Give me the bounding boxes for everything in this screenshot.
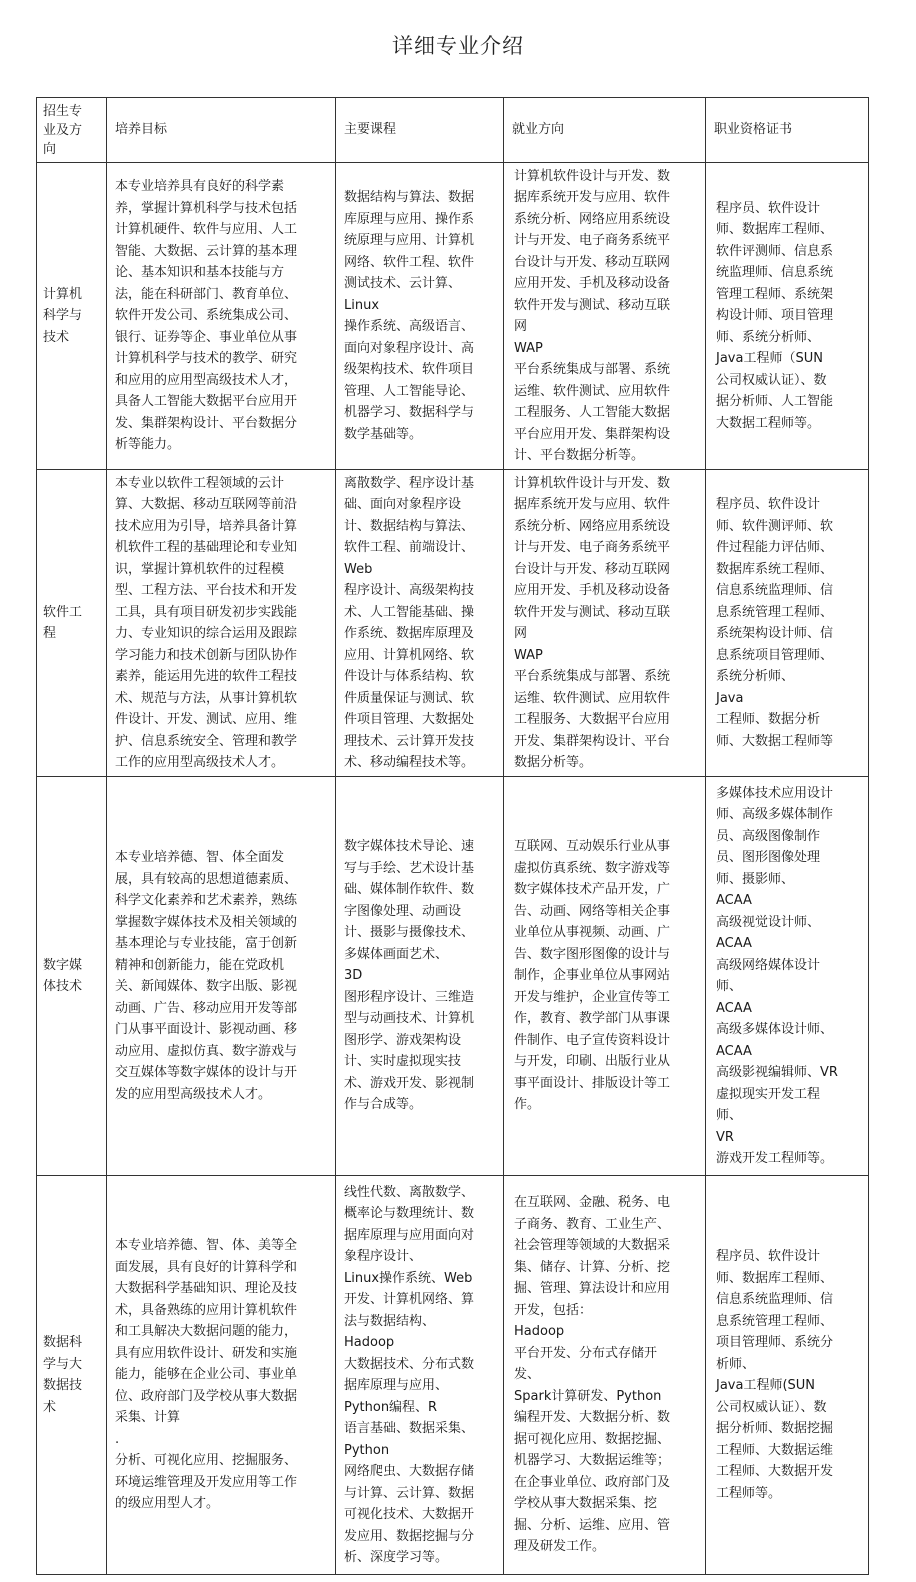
cell-line: 开发、计算机网络、算 xyxy=(344,1292,475,1307)
cell-line: 术、人工智能基础、操 xyxy=(344,604,475,620)
cell-line: 工作的应用型高级技术人才。 xyxy=(115,755,285,770)
cell-line: 业单位从事视频、动画、广 xyxy=(514,925,671,941)
cell-line: 系统架构设计师、信 xyxy=(716,626,834,641)
cell-line: 据可视化应用、数据挖掘、 xyxy=(514,1431,671,1447)
cell-line: 程序设计、高级架构技 xyxy=(344,583,475,598)
cell-line: 数据分析等。 xyxy=(514,755,593,770)
cell-line: 本专业培养德、智、体全面发 xyxy=(115,850,285,865)
cell-line: 高级视觉设计师、 xyxy=(716,914,821,930)
jobs-cell xyxy=(504,1176,706,1575)
cell-line: 与计算、云计算、数据 xyxy=(344,1485,475,1501)
cell-line: 数据技 xyxy=(43,1378,83,1393)
cell-line: 台设计与开发、移动互联网 xyxy=(514,254,671,270)
header-jobs: 就业方向 xyxy=(504,98,706,163)
cell-line: 掘、管理、算法设计和应用 xyxy=(514,1281,671,1297)
cell-line: 术、移动编程技术等。 xyxy=(344,755,475,770)
cell-line: 动画、广告、移动应用开发等部 xyxy=(115,1000,298,1016)
cell-line: Python xyxy=(344,1442,390,1458)
cell-line: 银行、证券等企、事业单位从事 xyxy=(115,329,298,345)
cell-line: 公司权威认证）、数 xyxy=(716,372,827,388)
cell-line: 管理工程师、系统架 xyxy=(716,286,834,302)
header-certs: 职业资格证书 xyxy=(706,98,869,163)
cell-line: 工程师、大数据开发 xyxy=(716,1464,834,1479)
cell-line: 游戏开发工程师等。 xyxy=(716,1151,834,1166)
cell-line: 环境运维管理及开发应用等工作 xyxy=(115,1474,298,1490)
cell-line: 件设计、开发、测试、应用、维 xyxy=(115,712,298,727)
cell-line: 公司权威认证）、数 xyxy=(716,1399,827,1415)
table-row xyxy=(37,470,869,777)
cell-line: 告、动画、网络等相关企事 xyxy=(514,903,671,919)
cell-line: 网络爬虫、大数据存储 xyxy=(344,1464,475,1479)
cell-line: 数字媒 xyxy=(43,957,83,973)
cell-line: 发、集群架构设计、平台数据分 xyxy=(115,415,298,431)
major-cell xyxy=(37,163,107,470)
cell-line: 科学文化素养和艺术素养，熟练 xyxy=(115,893,298,908)
cell-line: 计、摄影与摄像技术、 xyxy=(344,925,475,941)
cell-line: 网 xyxy=(514,626,528,641)
cell-line: 系统分析、网络应用系统设 xyxy=(514,211,671,227)
cell-line: 系统分析师、 xyxy=(716,669,795,684)
cell-line: 写与手绘、艺术设计基 xyxy=(344,860,475,876)
cell-line: 数字媒体技术导论、速 xyxy=(344,839,475,855)
cell-line: 件制作、电子宣传资料设计 xyxy=(514,1032,671,1048)
cell-line: 础、面向对象程序设 xyxy=(344,497,462,512)
cell-line: 术 xyxy=(43,1399,57,1415)
cell-line: 应用开发、手机及移动设备 xyxy=(514,583,671,598)
cell-line: 法与数据结构、 xyxy=(344,1313,436,1329)
certs-cell xyxy=(706,1176,869,1575)
cell-line: 可视化技术、大数据开 xyxy=(344,1507,475,1522)
cell-line: 程序员、软件设计 xyxy=(716,1249,821,1264)
cell-line: 离散数学、程序设计基 xyxy=(344,475,475,491)
cell-line: 信息系统监理师、信 xyxy=(716,583,834,598)
cell-line: 软件开发与测试、移动互联 xyxy=(514,604,671,620)
cell-line: 师、 xyxy=(716,979,743,994)
cell-line: 息系统管理工程师、 xyxy=(716,1313,834,1329)
cell-line: 素养，能运用先进的软件工程技 xyxy=(115,669,298,684)
cell-line: 作与合成等。 xyxy=(344,1097,423,1113)
cell-line: 员、高级图像制作 xyxy=(716,828,821,844)
cell-line: 运维、软件测试、应用软件 xyxy=(514,383,671,399)
cell-line: Java xyxy=(716,690,744,706)
cell-line: 台设计与开发、移动互联网 xyxy=(514,561,671,577)
cell-line: 图形学、游戏架构设 xyxy=(344,1032,462,1048)
cell-line: 具备人工智能大数据平台应用开 xyxy=(115,394,298,410)
cell-line: 语言基础、数据采集、 xyxy=(344,1421,475,1436)
cell-line: 在互联网、金融、税务、电 xyxy=(514,1195,671,1211)
jobs-cell xyxy=(504,777,706,1176)
cell-line: 事平面设计、排版设计等工 xyxy=(514,1075,671,1091)
cell-line: 据库原理与应用、 xyxy=(344,1378,449,1393)
cell-line: 具有应用软件设计、研发和实施 xyxy=(115,1345,298,1361)
cell-line: 能力，能够在企业公司、事业单 xyxy=(115,1367,298,1383)
cell-line: 关、新闻媒体、数字出版、影视 xyxy=(115,979,298,994)
cell-line: 机器学习、大数据运维等； xyxy=(514,1453,671,1469)
cell-line: 论、基本知识和基本技能与方 xyxy=(115,265,285,281)
cell-line: 多媒体技术应用设计 xyxy=(716,785,834,801)
goal-cell xyxy=(107,1176,336,1575)
cell-line: 工程师、数据分析 xyxy=(716,712,821,727)
cell-line: . xyxy=(115,1431,120,1447)
cell-line: 术、规范与方法，从事计算机软 xyxy=(115,690,298,706)
cell-line: 法，能在科研部门、教育单位、 xyxy=(115,286,298,302)
cell-line: 编程开发、大数据分析、数 xyxy=(514,1410,671,1426)
cell-line: 学与大 xyxy=(43,1356,83,1372)
major-cell xyxy=(37,1176,107,1575)
cell-line: 发的应用型高级技术人才。 xyxy=(115,1086,272,1102)
cell-line: ACAA xyxy=(716,1043,752,1059)
cell-line: ACAA xyxy=(716,893,752,908)
cell-line: 师、数据库工程师、 xyxy=(716,1270,834,1286)
cell-line: 息系统管理工程师、 xyxy=(716,604,834,620)
cell-line: 程序员、软件设计 xyxy=(716,200,821,216)
cell-line: 应用、计算机网络、软 xyxy=(344,647,475,663)
cell-line: WAP xyxy=(514,340,543,356)
cell-line: 护、信息系统安全、管理和教学 xyxy=(115,733,298,749)
cell-line: Hadoop xyxy=(344,1335,395,1350)
cell-line: 工程服务、大数据平台应用 xyxy=(514,712,671,727)
cell-line: Spark计算研发、Python xyxy=(514,1388,662,1404)
cell-line: 理及研发工作。 xyxy=(514,1539,606,1555)
cell-line: 基本理论与专业技能，富于创新 xyxy=(115,936,298,951)
cell-line: 师、 xyxy=(716,1108,743,1123)
table-header-row xyxy=(37,98,869,163)
cell-line: 数学基础等。 xyxy=(344,426,423,442)
major-cell xyxy=(37,777,107,1176)
cell-line: 师、软件测评师、软 xyxy=(716,518,834,534)
cell-line: 门从事平面设计、影视动画、移 xyxy=(115,1022,298,1037)
cell-line: 平台系统集成与部署、系统 xyxy=(514,669,671,684)
cell-line: 软件评测师、信息系 xyxy=(716,243,834,259)
cell-line: 件设计与体系结构、软 xyxy=(344,669,475,684)
cell-line: 操作系统、高级语言、 xyxy=(344,319,475,334)
cell-line: 与开发，印刷、出版行业从 xyxy=(514,1054,671,1070)
cell-line: 程序员、软件设计 xyxy=(716,497,821,512)
cell-line: 机软件工程的基础理论和专业知 xyxy=(115,540,298,555)
cell-line: 项目管理师、系统分 xyxy=(716,1335,834,1350)
cell-line: 的级应用型人才。 xyxy=(115,1496,220,1512)
cell-line: 养，掌握计算机科学与技术包括 xyxy=(115,200,298,216)
cell-line: 理技术、云计算开发技 xyxy=(344,733,475,749)
cell-line: 据库原理与应用面向对 xyxy=(344,1227,475,1243)
cell-line: 数据库系统工程师、 xyxy=(716,561,834,577)
cell-line: 计算机 xyxy=(43,286,83,302)
cell-line: 术，具备熟练的应用计算机软件 xyxy=(115,1302,298,1318)
cell-line: 采集、计算 xyxy=(115,1410,181,1426)
cell-line: 智能、大数据、云计算的基本理 xyxy=(115,243,298,259)
cell-line: 制作，企事业单位从事网站 xyxy=(514,968,671,984)
table-row xyxy=(37,163,869,470)
cell-line: 员、图形图像处理 xyxy=(716,850,821,865)
major-table xyxy=(36,97,869,1575)
cell-line: 据分析师、人工智能 xyxy=(716,394,834,410)
cell-line: 计与开发、电子商务系统平 xyxy=(514,233,671,248)
cell-line: ACAA xyxy=(716,936,752,951)
cell-line: 计、数据结构与算法、 xyxy=(344,518,475,534)
goal-cell xyxy=(107,163,336,470)
cell-line: 虚拟仿真系统、数字游戏等 xyxy=(514,860,671,876)
cell-line: 3D xyxy=(344,968,363,984)
cell-line: 算、大数据、移动互联网等前沿 xyxy=(115,497,298,512)
cell-line: 线性代数、离散数学、 xyxy=(344,1184,475,1200)
goal-cell xyxy=(107,777,336,1176)
cell-line: 科学与 xyxy=(43,308,83,324)
cell-line: Linux操作系统、Web xyxy=(344,1270,473,1286)
courses-cell xyxy=(336,163,504,470)
certs-cell xyxy=(706,777,869,1176)
cell-line: 析师、 xyxy=(716,1356,756,1372)
cell-line: 运维、软件测试、应用软件 xyxy=(514,690,671,706)
cell-line: 计算机科学与技术的教学、研究 xyxy=(115,351,298,367)
goal-cell xyxy=(107,470,336,777)
table-row xyxy=(37,777,869,1176)
cell-line: 数据结构与算法、数据 xyxy=(344,190,475,205)
cell-line: 概率论与数理统计、数 xyxy=(344,1206,475,1221)
cell-line: 子商务、教育、工业生产、 xyxy=(514,1216,671,1232)
cell-line: 计算机软件设计与开发、数 xyxy=(514,168,671,184)
cell-line: 据库系统开发与应用、软件 xyxy=(514,497,671,512)
jobs-cell xyxy=(504,470,706,777)
cell-line: 师、高级多媒体制作 xyxy=(716,807,834,822)
cell-line: 多媒体画面艺术、 xyxy=(344,946,449,962)
cell-line: 应用开发、手机及移动设备 xyxy=(514,276,671,291)
cell-line: 本专业以软件工程领域的云计 xyxy=(115,475,285,491)
cell-line: 在企事业单位、政府部门及 xyxy=(514,1474,671,1490)
courses-cell xyxy=(336,470,504,777)
cell-line: 术、游戏开发、影视制 xyxy=(344,1075,475,1091)
cell-line: WAP xyxy=(514,647,543,663)
cell-line: 计、实时虚拟现实技 xyxy=(344,1054,462,1070)
cell-line: 数字媒体技术产品开发，广 xyxy=(514,882,671,898)
cell-line: 平台应用开发、集群架构设 xyxy=(514,426,671,442)
cell-line: 学习能力和技术创新与团队协作 xyxy=(115,647,298,663)
cell-line: Python编程、R xyxy=(344,1399,438,1415)
cell-line: 系统分析、网络应用系统设 xyxy=(514,518,671,534)
cell-line: 大数据工程师等。 xyxy=(716,415,821,431)
cell-line: 析等能力。 xyxy=(115,437,181,453)
cell-line: 平台系统集成与部署、系统 xyxy=(514,362,671,377)
cell-line: 社会管理等领域的大数据采 xyxy=(514,1238,671,1254)
cell-line: 师、系统分析师、 xyxy=(716,329,821,345)
cell-line: 据库系统开发与应用、软件 xyxy=(514,190,671,205)
cell-line: 掘、分析、运维、应用、管 xyxy=(514,1517,671,1533)
cell-line: 象程序设计、 xyxy=(344,1249,423,1264)
cell-line: 据分析师、数据挖掘 xyxy=(716,1421,834,1436)
cell-line: 高级网络媒体设计 xyxy=(716,957,821,973)
cell-line: 工程师等。 xyxy=(716,1485,782,1501)
cell-line: 件过程能力评估师、 xyxy=(716,540,834,555)
cell-line: 型、工程方法、平台技术和开发 xyxy=(115,583,298,598)
cell-line: 师、摄影师、 xyxy=(716,871,795,887)
cell-line: 开发与维护，企业宣传等工 xyxy=(514,989,671,1005)
cell-line: 发、 xyxy=(514,1367,541,1383)
cell-line: 分析、可视化应用、挖掘服务、 xyxy=(115,1453,298,1469)
cell-line: 作系统、数据库原理及 xyxy=(344,626,475,641)
cell-line: 机器学习、数据科学与 xyxy=(344,405,475,420)
cell-line: 开发，包括： xyxy=(514,1302,593,1318)
cell-line: 师、数据库工程师、 xyxy=(716,222,834,238)
cell-line: ACAA xyxy=(716,1000,752,1016)
cell-line: 本专业培养具有良好的科学素 xyxy=(115,179,285,195)
cell-line: 展，具有较高的思想道德素质、 xyxy=(115,871,298,887)
cell-line: 高级多媒体设计师、 xyxy=(716,1022,834,1037)
cell-line: 数据科 xyxy=(43,1335,83,1350)
cell-line: 和应用的应用型高级技术人才， xyxy=(115,372,298,388)
cell-line: 识，掌握计算机软件的过程模 xyxy=(115,561,285,577)
cell-line: 网 xyxy=(514,319,528,334)
courses-cell xyxy=(336,777,504,1176)
cell-line: 计与开发、电子商务系统平 xyxy=(514,540,671,555)
cell-line: 息系统项目管理师、 xyxy=(716,647,834,663)
cell-line: 构设计师、项目管理 xyxy=(716,308,834,324)
jobs-cell xyxy=(504,163,706,470)
cell-line: 师、大数据工程师等 xyxy=(716,733,834,749)
cell-line: Linux xyxy=(344,297,380,313)
cell-line: 网络、软件工程、软件 xyxy=(344,254,475,270)
cell-line: 开发、集群架构设计、平台 xyxy=(514,733,671,749)
cell-line: 精神和创新能力，能在党政机 xyxy=(115,957,285,973)
cell-line: 和工具解决大数据问题的能力， xyxy=(115,1324,298,1340)
cell-line: 告、数字图形图像的设计与 xyxy=(514,946,671,962)
cell-line: 计算机软件设计与开发、数 xyxy=(514,475,671,491)
cell-line: 技术 xyxy=(43,329,70,345)
cell-line: 虚拟现实开发工程 xyxy=(716,1086,821,1102)
cell-line: 统监理师、信息系统 xyxy=(716,265,834,281)
cell-line: 力、专业知识的综合运用及跟踪 xyxy=(115,626,298,641)
cell-line: 库原理与应用、操作系 xyxy=(344,211,475,227)
certs-cell xyxy=(706,163,869,470)
cell-line: 统原理与应用、计算机 xyxy=(344,233,475,248)
cell-line: 高级影视编辑师、VR xyxy=(716,1065,838,1080)
cell-line: 计算机硬件、软件与应用、人工 xyxy=(115,222,298,238)
cell-line: 软件开发与测试、移动互联 xyxy=(514,297,671,313)
cell-line: 互联网、互动娱乐行业从事 xyxy=(514,839,671,855)
cell-line: 大数据科学基础知识、理论及技 xyxy=(115,1281,298,1297)
cell-line: VR xyxy=(716,1129,734,1145)
cell-line: 件项目管理、大数据处 xyxy=(344,712,475,727)
cell-line: Hadoop xyxy=(514,1324,565,1340)
cell-line: 作，教育、教学部门从事课 xyxy=(514,1011,671,1027)
cell-line: Java工程师（SUN xyxy=(716,351,823,367)
cell-line: 测试技术、云计算、 xyxy=(344,276,462,291)
cell-line: 技术应用为引导，培养具备计算 xyxy=(115,518,298,534)
cell-line: 发应用、数据挖掘与分 xyxy=(344,1528,475,1544)
cell-line: 软件工程、前端设计、 xyxy=(344,540,475,555)
cell-line: Web xyxy=(344,561,373,577)
cell-line: 管理、人工智能导论、 xyxy=(344,383,475,399)
table-row xyxy=(37,1176,869,1575)
cell-line: 信息系统监理师、信 xyxy=(716,1292,834,1307)
cell-line: 级架构技术、软件项目 xyxy=(344,362,475,377)
cell-line: 交互媒体等数字媒体的设计与开 xyxy=(115,1065,298,1080)
major-cell xyxy=(37,470,107,777)
cell-line: 工具，具有项目研发初步实践能 xyxy=(115,604,298,620)
header-goal: 培养目标 xyxy=(107,98,336,163)
cell-line: 面向对象程序设计、高 xyxy=(344,340,475,356)
cell-line: 工程师、大数据运维 xyxy=(716,1442,834,1458)
header-courses: 主要课程 xyxy=(336,98,504,163)
cell-line: 软件开发公司、系统集成公司、 xyxy=(115,308,298,324)
cell-line: 础、媒体制作软件、数 xyxy=(344,882,475,898)
cell-line: 大数据技术、分布式数 xyxy=(344,1356,475,1372)
page-title: 详细专业介绍 xyxy=(392,34,524,58)
cell-line: 掌握数字媒体技术及相关领域的 xyxy=(115,914,298,930)
cell-line: 位、政府部门及学校从事大数据 xyxy=(115,1388,298,1404)
cell-line: 计、平台数据分析等。 xyxy=(514,448,645,463)
cell-line: 析、深度学习等。 xyxy=(344,1550,449,1565)
cell-line: 体技术 xyxy=(43,979,83,994)
cell-line: 型与动画技术、计算机 xyxy=(344,1011,475,1027)
cell-line: 平台开发、分布式存储开 xyxy=(514,1345,658,1361)
cell-line: 作。 xyxy=(514,1097,541,1113)
courses-cell xyxy=(336,1176,504,1575)
certs-cell xyxy=(706,470,869,777)
cell-line: 字图像处理、动画设 xyxy=(344,903,462,919)
cell-line: 软件工 xyxy=(43,604,83,620)
cell-line: 本专业培养德、智、体、美等全 xyxy=(115,1238,298,1254)
cell-line: 动应用、虚拟仿真、数字游戏与 xyxy=(115,1043,298,1059)
cell-line: Java工程师(SUN xyxy=(716,1378,816,1393)
cell-line: 图形程序设计、三维造 xyxy=(344,989,475,1005)
cell-line: 工程服务、人工智能大数据 xyxy=(514,405,671,420)
header-major: 招生专 业及方 向 xyxy=(37,98,107,163)
cell-line: 集、储存、计算、分析、挖 xyxy=(514,1259,671,1275)
cell-line: 学校从事大数据采集、挖 xyxy=(514,1496,658,1512)
cell-line: 面发展，具有良好的计算科学和 xyxy=(115,1259,298,1275)
cell-line: 件质量保证与测试、软 xyxy=(344,690,475,706)
cell-line: 程 xyxy=(43,626,57,641)
